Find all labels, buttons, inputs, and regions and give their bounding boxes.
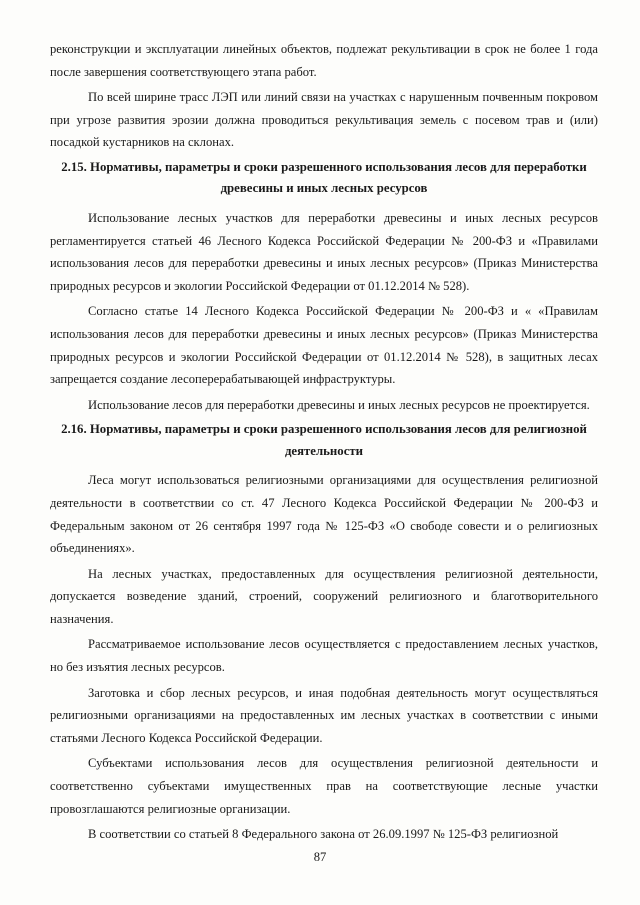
paragraph: реконструкции и эксплуатации линейных объектов, подлежат рекультивации в срок не более 1 года после завершения соответствующего этапа работ. (50, 42, 598, 79)
paragraph: Согласно статье 14 Лесного Кодекса Российской Федерации № 200-ФЗ и « «Правилам использования лесов для переработки древесины и иных лесных ресурсов» (Приказ Министерства природных ресурсов и экологии Российской Федерации от 01.12.2014 № 528), в защитных лесах запрещается создание лесоперерабатывающей инфраструктуры. (50, 304, 598, 387)
paragraph: Использование лесов для переработки древесины и иных лесных ресурсов не проектируется. (88, 397, 590, 412)
paragraph: Заготовка и сбор лесных ресурсов, и иная подобная деятельность могут осуществляться религиозными организациями на предоставленных им лесных участках в соответствии с иными статьями Лесного Кодекса Российской Федерации. (50, 685, 598, 745)
paragraph: Леса могут использоваться религиозными организациями для осуществления религиозной деятельности в соответствии со ст. 47 Лесного Кодекса Российской Федерации № 200-ФЗ и Федеральным законом от 26 сентября 1997 года № 125-ФЗ «О свободе совести и о религиозных объединениях». (50, 473, 598, 556)
paragraph: По всей ширине трасс ЛЭП или линий связи на участках с нарушенным почвенным покровом при угрозе развития эрозии должна проводиться рекультивация земель с посевом трав и (или) посадкой кустарников на склонах. (50, 90, 598, 150)
paragraph: В соответствии со статьей 8 Федерального закона от 26.09.1997 № 125-ФЗ религиозной (88, 827, 559, 842)
paragraph: Субъектами использования лесов для осуществления религиозной деятельности и соответственно субъектами имущественных прав на соответствующие лесные участки провозглашаются религиозные организации. (50, 756, 598, 816)
section-heading: 2.16. Нормативы, параметры и сроки разрешенного использования лесов для религиозной деятельности (61, 422, 587, 458)
section-heading: 2.15. Нормативы, параметры и сроки разрешенного использования лесов для переработки древесины и иных лесных ресурсов (61, 159, 587, 196)
paragraph: На лесных участках, предоставленных для осуществления религиозной деятельности, допускается возведение зданий, строений, сооружений религиозного и благотворительного назначения. (50, 566, 598, 626)
document-page (50, 38, 598, 849)
page-number: 87 (313, 850, 327, 864)
paragraph: Рассматриваемое использование лесов осуществляется с предоставлением лесных участков, но без изъятия лесных ресурсов. (50, 637, 598, 675)
paragraph: Использование лесных участков для переработки древесины и иных лесных ресурсов регламентируется статьей 46 Лесного Кодекса Российской Федерации № 200-ФЗ и «Правилами использования лесов для переработки древесины и иных лесных ресурсов» (Приказ Министерства природных ресурсов и экологии Российской Федерации от 01.12.2014 № 528). (50, 210, 598, 293)
